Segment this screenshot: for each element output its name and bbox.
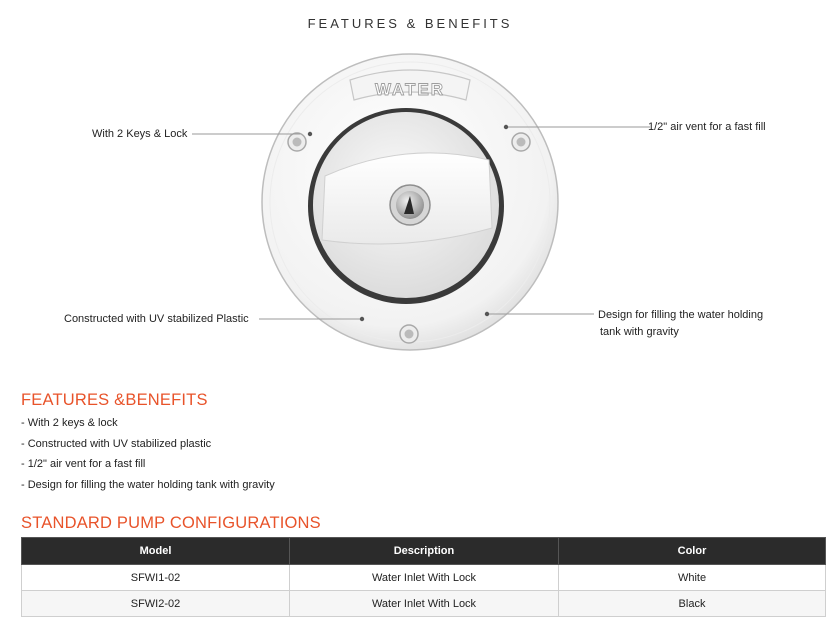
list-item: - 1/2" air vent for a fast fill: [21, 458, 146, 470]
list-item: - Design for filling the water holding tank with gravity: [21, 478, 275, 491]
table-row: [22, 565, 826, 591]
cell-model: SFWI2-02: [22, 591, 290, 617]
callout-air-vent: 1/2" air vent for a fast fill: [648, 121, 766, 133]
table-row: [22, 591, 826, 617]
lock-cylinder: [390, 185, 430, 225]
screw-hole-right: [512, 133, 530, 151]
features-heading: FEATURES &BENEFITS: [21, 391, 208, 409]
cell-model: SFWI1-02: [22, 565, 290, 591]
table-header-row: [22, 538, 826, 565]
figure-title: FEATURES & BENEFITS: [307, 16, 513, 31]
list-item: - With 2 keys & lock: [21, 417, 118, 429]
feature-list: [21, 416, 275, 498]
cell-color: White: [559, 565, 826, 591]
cell-color: Black: [559, 591, 826, 617]
svg-text:WATER: WATER: [374, 80, 446, 99]
configurations-table: [21, 537, 826, 617]
list-item: - Constructed with UV stabilized plastic: [21, 437, 212, 450]
column-header-color: Color: [559, 538, 826, 565]
cell-description: Water Inlet With Lock: [290, 565, 559, 591]
callout-gravity-line-1: Design for filling the water holding: [598, 309, 764, 321]
column-header-model: Model: [22, 538, 290, 565]
column-header-description: Description: [290, 538, 559, 565]
callout-uv-plastic: Constructed with UV stabilized Plastic: [64, 313, 249, 325]
configurations-heading: STANDARD PUMP CONFIGURATIONS: [21, 514, 321, 532]
callout-gravity-line-2: tank with gravity: [600, 326, 679, 338]
screw-hole-bottom: [400, 325, 418, 343]
water-emblem: [350, 70, 470, 100]
callout-keys-lock: With 2 Keys & Lock: [92, 128, 188, 140]
screw-hole-left: [288, 133, 306, 151]
cell-description: Water Inlet With Lock: [290, 591, 559, 617]
